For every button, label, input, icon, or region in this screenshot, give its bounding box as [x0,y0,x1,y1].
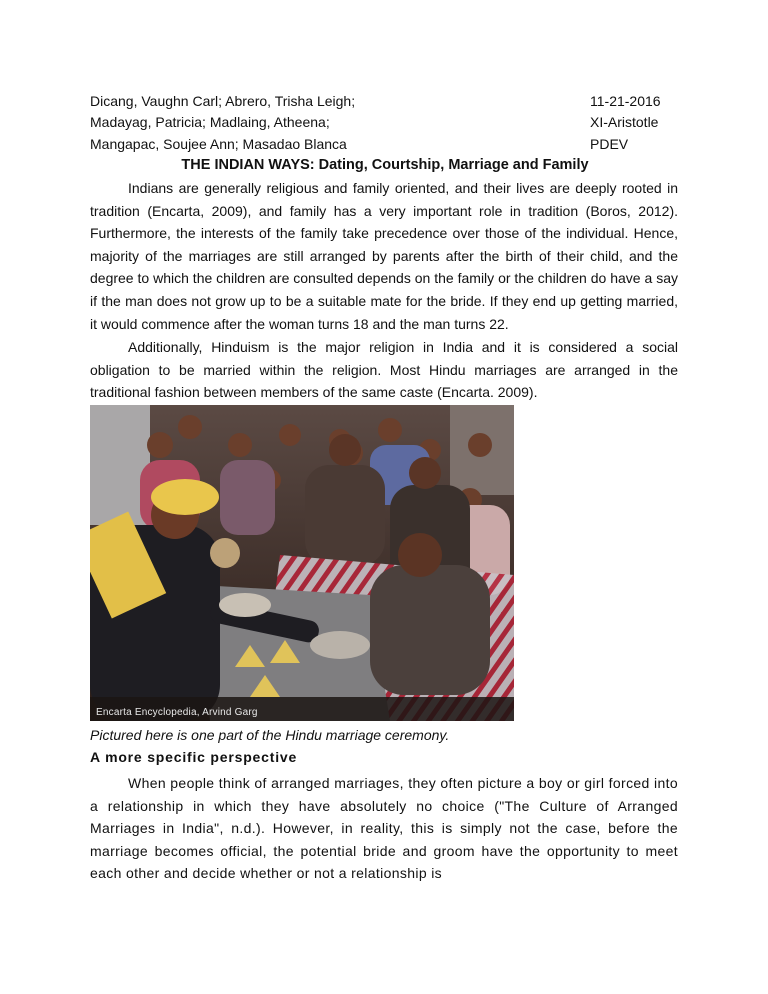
authors-line-1: Dicang, Vaughn Carl; Abrero, Trisha Leigh; [90,93,356,109]
section-heading: A more specific perspective [90,749,298,765]
subject-text: PDEV [590,136,629,152]
section-text: XI-Aristotle [590,114,659,130]
body-paragraph-3: When people think of arranged marriages, they often picture a boy or girl forced into a relationship in which they have absolutely no choice ("The Culture of Arranged Marriages in India", n.d.). However, in reality, this is simply not the case, before the marriage becomes official, the potential bride and groom have the opportunity to meet each other and decide whether or not a relationship is [90,775,678,882]
ceremony-photo [90,405,514,721]
date-text: 11-21-2016 [590,93,661,109]
authors-line-2: Madayag, Patricia; Madlaing, Atheena; [90,114,330,130]
photo-caption: Pictured here is one part of the Hindu marriage ceremony. [90,727,450,743]
body-paragraph-1: Indians are generally religious and family oriented, and their lives are deeply rooted in tradition (Encarta, 2009), and family has a very important role in tradition (Boros, 2012). Furthermore, the interests of the family take precedence over those of the individual. Hence, majority of the marriages are still arranged by parents after the birth of their child, and the degree to which the children are consulted depends on the family or the children do have a say if the man does not grow up to be a suitable mate for the bride. If they end up getting married, it would commence after the woman turns 18 and the man turns 22. [90,180,678,332]
ceremony-photo-illustration [90,405,514,721]
document-title: THE INDIAN WAYS: Dating, Courtship, Marriage and Family [181,157,589,173]
body-paragraph-2: Additionally, Hinduism is the major religion in India and it is considered a social obligation to be married within the religion. Most Hindu marriages are arranged in the traditional fashion between members of the same caste (Encarta. 2009). [90,339,678,401]
authors-line-3: Mangapac, Soujee Ann; Masadao Blanca [90,136,347,152]
photo-credit: Encarta Encyclopedia, Arvind Garg [96,707,258,718]
